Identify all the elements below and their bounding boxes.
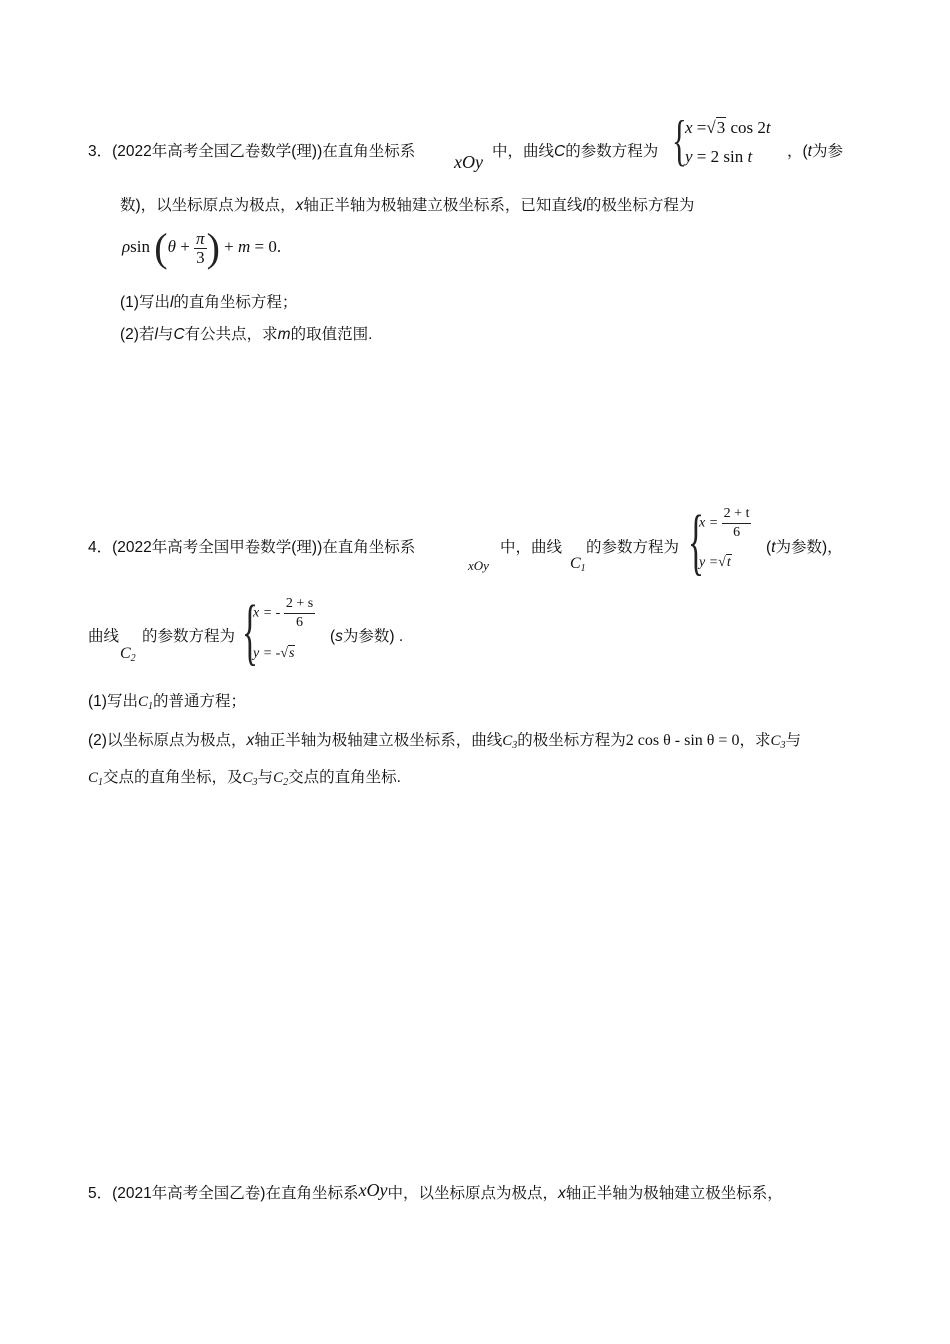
q4-c2-fraction [284, 595, 315, 632]
q3-text: 与 [157, 326, 174, 343]
sqrt-icon: √ [718, 555, 726, 570]
q4-text: s [335, 628, 343, 645]
q4-eq-text: y = - [253, 646, 281, 661]
q4-text: 的参数方程为 [142, 628, 236, 645]
q3-part-2 [120, 322, 372, 344]
q3-text: 数)，以坐标原点为极点， [120, 197, 296, 214]
q3-text: (1) [120, 294, 139, 311]
q4-text: 交点的直角坐标. [288, 769, 401, 786]
q3-number: 3． [88, 143, 113, 160]
q3-polar-equation [122, 222, 281, 273]
q4-text: (2) [88, 732, 107, 749]
q4-text: C [242, 770, 253, 786]
q3-coord-system: xOy [454, 152, 483, 172]
q3-eq-text: = [696, 147, 707, 166]
q4-c1-eq-x [699, 505, 751, 542]
q4-text: x [246, 732, 255, 749]
q4-first-line [88, 535, 415, 557]
q4-text: 在直角坐标系 [322, 539, 416, 556]
q4-text: 的普通方程； [152, 693, 246, 710]
sqrt-icon: √ [280, 646, 289, 661]
q3-text: ，( [787, 143, 808, 160]
q4-eq-text: x = - [253, 605, 281, 621]
q3-text: 在直角坐标系 [322, 143, 416, 160]
q4-source: (2022年高考全国甲卷数学(理)) [112, 539, 323, 556]
q4-text: 交点的直角坐标，及 [103, 769, 243, 786]
q4-text: C [770, 733, 781, 749]
right-paren-icon: ) [206, 225, 220, 271]
q4-text: ( [766, 539, 772, 556]
q4-text: 为参数)， [775, 539, 843, 556]
q4-line3-c3 [243, 770, 258, 786]
q4-c2-eq-y [253, 646, 295, 662]
q4-text: 2 [130, 653, 136, 664]
q4-curve-c1 [570, 555, 586, 574]
q3-text: 的参数方程为 [565, 143, 659, 160]
q3-text: l [582, 197, 586, 214]
q4-part2-curve-c3b [770, 733, 785, 749]
q3-eq-x [685, 118, 771, 138]
q3-text: 中，曲线 [492, 143, 555, 160]
q4-eq-text: x = [699, 515, 719, 531]
q4-text: ，求 [739, 732, 771, 749]
q3-param-note [787, 139, 843, 161]
q4-line3-c2 [273, 770, 288, 786]
q4-second-line [88, 624, 119, 646]
q3-pi-fraction [194, 230, 207, 267]
q4-eq-text: 2 + s [284, 595, 315, 614]
q3-eq-text: 3 [196, 247, 205, 267]
q4-text: 1 [580, 563, 586, 574]
q5-text: 在直角坐标系 [265, 1185, 359, 1202]
q4-eq-text: t [726, 555, 731, 570]
q5-text: 轴正半轴为极轴建立极坐标系， [565, 1185, 783, 1202]
q3-text: t [807, 143, 812, 160]
q4-part-2-line-2 [88, 765, 401, 788]
q4-text: C [570, 555, 581, 572]
q4-c1-fraction [722, 505, 752, 542]
q4-part2-curve-c3 [502, 733, 517, 749]
q3-text: x [295, 197, 304, 214]
q4-coord-system: xOy [468, 558, 489, 573]
q4-c1-eq-y [699, 555, 732, 571]
q3-text: 为参 [811, 143, 843, 160]
q4-second-line-b [142, 624, 235, 646]
q4-eq-text: 6 [296, 615, 303, 630]
q3-eq-text: t [747, 147, 753, 166]
left-paren-icon: ( [154, 225, 168, 271]
q4-c1-note [766, 535, 843, 557]
q3-source: (2022年高考全国乙卷数学(理)) [112, 143, 323, 160]
q4-polar-equation: 2 cos θ - sin θ = 0 [625, 732, 740, 749]
sqrt-icon: √ [706, 118, 716, 137]
q4-eq-text: y = [699, 555, 719, 570]
q4-eq-text: 2 + t [722, 505, 752, 524]
q3-eq-text: + [224, 237, 234, 256]
q4-text: ( [330, 628, 336, 645]
q3-text: 的极坐标方程为 [585, 197, 695, 214]
q3-first-line [88, 139, 415, 161]
q3-eq-text: = 0 [254, 237, 277, 256]
q3-text: m [277, 326, 291, 343]
q4-curve-c2 [120, 645, 136, 664]
q4-text: C [273, 770, 284, 786]
q3-text: C [173, 326, 185, 343]
q3-text: l [169, 294, 174, 311]
q3-eq-text: sin [130, 237, 151, 256]
q4-text: 轴正半轴为极轴建立极坐标系，曲线 [254, 732, 503, 749]
q3-eq-text: . [276, 237, 282, 256]
q3-eq-text: cos 2 [730, 118, 766, 137]
q3-eq-text: θ [167, 237, 176, 256]
q4-line3-c1 [88, 770, 103, 786]
q4-part-2 [88, 728, 801, 751]
q5-source: (2021年高考全国乙卷) [112, 1185, 266, 1202]
q3-eq-text: x [685, 118, 693, 137]
q4-c2-eq-x [253, 595, 315, 632]
q4-c2-note [330, 624, 403, 646]
q3-text: (2) [120, 326, 139, 343]
q4-text: 3 [512, 740, 518, 751]
q3-eq-text: 2 sin [710, 147, 744, 166]
q4-text: 2 [283, 777, 289, 788]
q4-text: 与 [257, 769, 274, 786]
q4-c2-brace: { [242, 591, 258, 673]
q3-eq-text: π [196, 228, 205, 248]
q5-first-line [88, 1180, 783, 1203]
q4-text: 3 [252, 777, 258, 788]
q4-c1-brace: { [688, 501, 704, 583]
q4-text: (1) [88, 693, 107, 710]
q4-text: C [137, 694, 148, 710]
q4-text: C [120, 645, 131, 662]
q3-first-line-b [492, 139, 658, 161]
q5-coord-system: xOy [358, 1180, 388, 1200]
q4-text: C [88, 770, 99, 786]
q3-second-line [120, 193, 694, 215]
q4-text: 的参数方程为 [586, 539, 680, 556]
q3-part-1 [120, 290, 297, 312]
q4-eq-text: 6 [733, 525, 741, 540]
q3-eq-text: + [180, 237, 190, 256]
q3-text: 有公共点，求 [184, 326, 278, 343]
q3-curve: C [554, 143, 566, 160]
q3-system-brace: { [672, 110, 687, 172]
q5-number: 5． [88, 1185, 113, 1202]
q3-eq-text: m [238, 237, 251, 256]
q4-text: 1 [147, 701, 153, 712]
q4-text: 为参数) . [342, 628, 404, 645]
q3-eq-text: 3 [716, 118, 726, 137]
q4-part-1 [88, 689, 246, 712]
q4-first-line-b [500, 535, 562, 557]
q4-text: 1 [98, 777, 104, 788]
q4-text: 曲线 [88, 628, 120, 645]
q4-text: C [502, 733, 513, 749]
q5-text: x [557, 1185, 566, 1202]
q3-text: 轴正半轴为极轴建立极坐标系，已知直线 [303, 197, 583, 214]
q4-part1-curve [138, 694, 153, 710]
q3-eq-text: = [696, 118, 707, 137]
q4-text: 中，曲线 [500, 539, 563, 556]
q4-text: 以坐标原点为极点， [106, 732, 247, 749]
q4-text: t [771, 539, 776, 556]
q3-text: 写出 [138, 294, 170, 311]
q3-text: 的直角坐标方程； [173, 294, 298, 311]
q3-eq-y [685, 147, 752, 167]
q3-text: l [154, 326, 158, 343]
q4-text: 与 [785, 732, 801, 749]
q3-eq-text: y [685, 147, 693, 166]
q4-text: 的极坐标方程为 [517, 732, 626, 749]
q4-text: 写出 [106, 693, 138, 710]
q3-text: 若 [138, 326, 155, 343]
q4-first-line-c [586, 535, 679, 557]
q5-text: 中，以坐标原点为极点， [387, 1185, 558, 1202]
q3-text: 的取值范围. [290, 326, 373, 343]
q4-text: 3 [780, 740, 786, 751]
q3-eq-text: ρ [122, 237, 131, 256]
q3-eq-text: t [765, 118, 771, 137]
q4-number: 4． [88, 539, 113, 556]
q4-eq-text: s [289, 646, 295, 661]
